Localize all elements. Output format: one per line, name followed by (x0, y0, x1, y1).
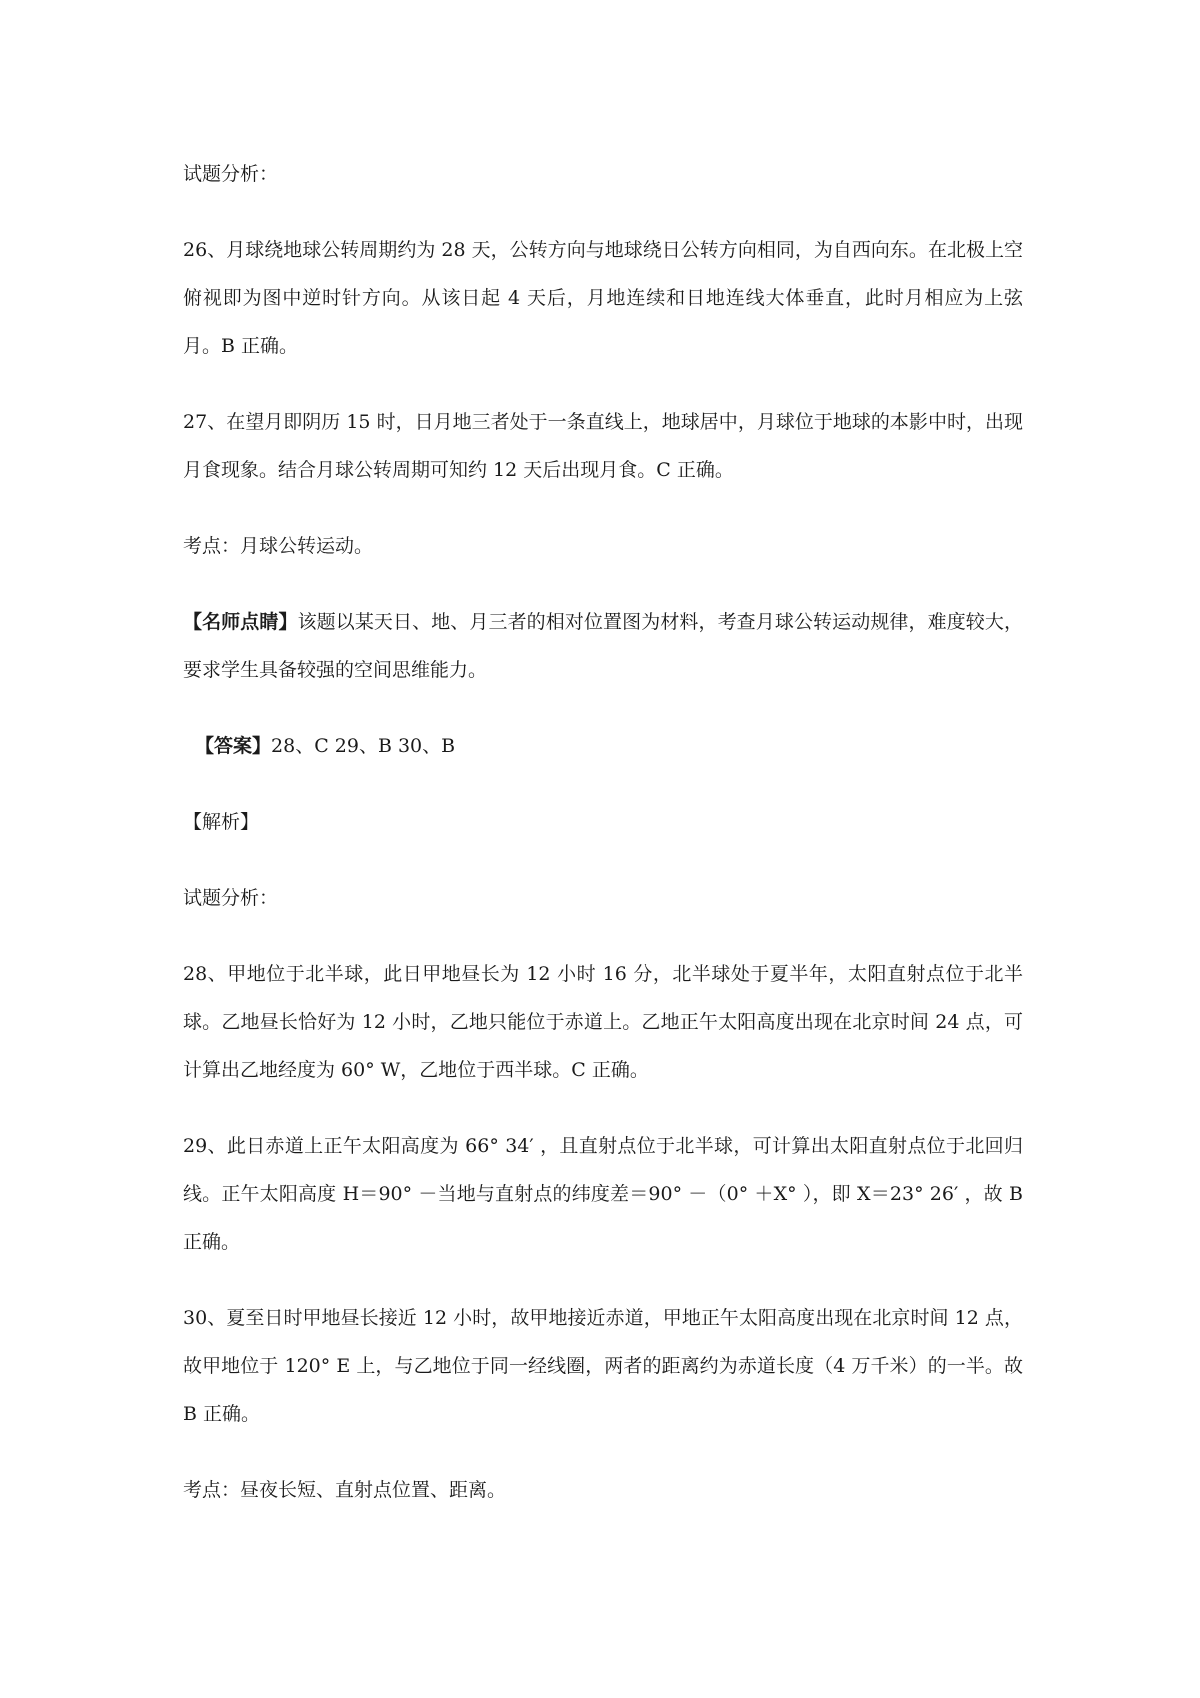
document-body (183, 150, 1023, 1514)
analysis-heading: 试题分析： (183, 163, 279, 185)
answer-30-explanation: 30、夏至日时甲地昼长接近 12 小时，故甲地接近赤道，甲地正午太阳高度出现在北京时间 12 点，故甲地位于 120° E 上，与乙地位于同一经线圈，两者的距离约为赤道长度（4 万千米）的一半。故 B 正确。 (183, 1307, 1023, 1425)
answer-29-explanation: 29、此日赤道上正午太阳高度为 66° 34′ ，且直射点位于北半球，可计算出太阳直射点位于北回归线。正午太阳高度 H＝90° －当地与直射点的纬度差＝90° －（0° ＋X° ），即 X＝23° 26′ ，故 B 正确。 (183, 1135, 1023, 1253)
teacher-note-text: 该题以某天日、地、月三者的相对位置图为材料，考查月球公转运动规律，难度较大，要求学生具备较强的空间思维能力。 (183, 611, 1023, 681)
teacher-note-label: 【名师点睛】 (183, 611, 298, 633)
analysis-heading-2: 试题分析： (183, 887, 279, 909)
answer-text: 28、C 29、B 30、B (271, 735, 456, 757)
key-point: 考点：月球公转运动。 (183, 535, 374, 557)
explanation-label: 【解析】 (183, 811, 260, 833)
answer-26-explanation: 26、月球绕地球公转周期约为 28 天，公转方向与地球绕日公转方向相同，为自西向东。在北极上空俯视即为图中逆时针方向。从该日起 4 天后，月地连续和日地连线大体垂直，此时月相应为上弦月。B 正确。 (183, 239, 1023, 357)
key-point-2: 考点：昼夜长短、直射点位置、距离。 (183, 1479, 507, 1501)
answer-line (183, 722, 1023, 770)
answer-27-explanation: 27、在望月即阴历 15 时，日月地三者处于一条直线上，地球居中，月球位于地球的本影中时，出现月食现象。结合月球公转周期可知约 12 天后出现月食。C 正确。 (183, 411, 1023, 481)
teacher-note (183, 598, 1023, 694)
answer-28-explanation: 28、甲地位于北半球，此日甲地昼长为 12 小时 16 分，北半球处于夏半年，太阳直射点位于北半球。乙地昼长恰好为 12 小时，乙地只能位于赤道上。乙地正午太阳高度出现在北京时间 24 点，可计算出乙地经度为 60° W，乙地位于西半球。C 正确。 (183, 963, 1023, 1081)
answer-label: 【答案】 (195, 735, 272, 757)
